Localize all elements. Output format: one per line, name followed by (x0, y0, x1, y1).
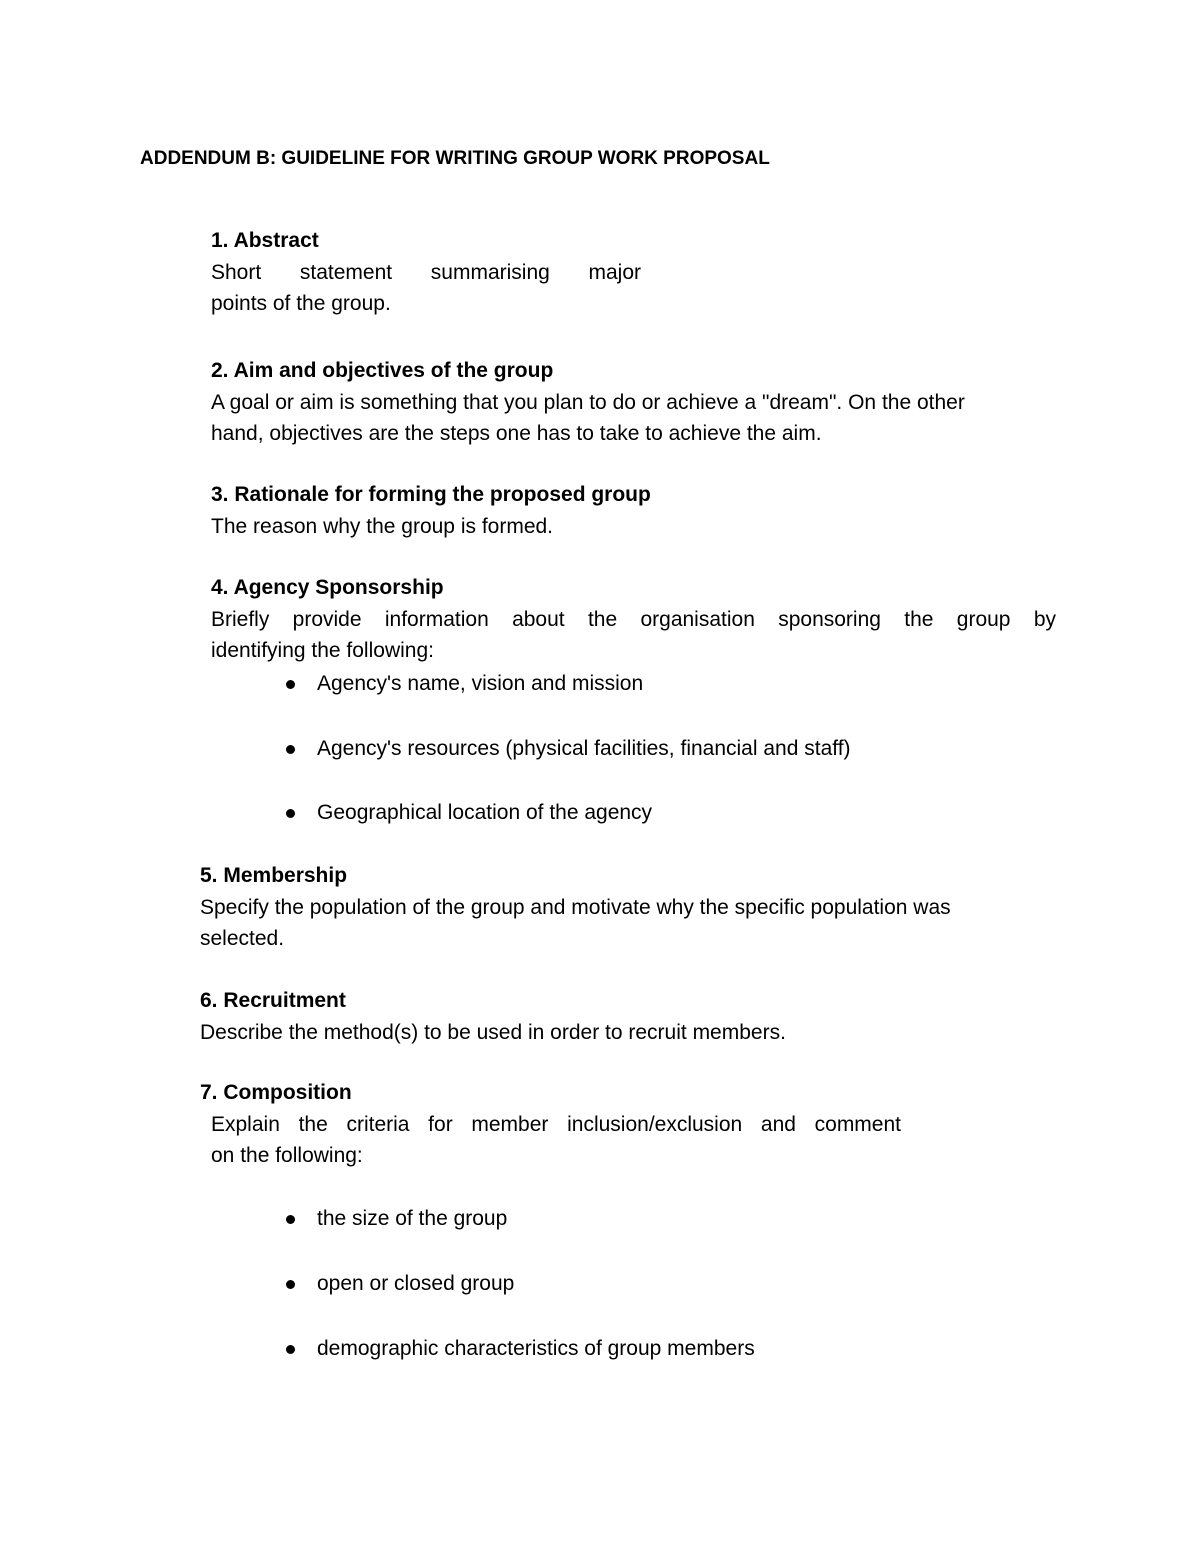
composition-bullet-list (317, 1203, 755, 1365)
list-item-text: demographic characteristics of group members (317, 1337, 755, 1360)
bullet-icon (286, 809, 295, 818)
list-item-text: open or closed group (317, 1272, 515, 1295)
section-membership (200, 860, 1070, 955)
bullet-icon (286, 1215, 295, 1224)
section-heading: 4. Agency Sponsorship (211, 576, 444, 599)
section-text: selected. (200, 927, 285, 950)
agency-bullet-list (317, 668, 851, 829)
section-text: on the following: (211, 1144, 363, 1167)
section-heading: 2. Aim and objectives of the group (211, 359, 554, 382)
section-text: hand, objectives are the steps one has to take to achieve the aim. (211, 422, 822, 445)
bullet-icon (286, 1345, 295, 1354)
section-text: The reason why the group is formed. (211, 514, 554, 538)
list-item-text: the size of the group (317, 1207, 508, 1230)
bullet-icon (286, 745, 295, 754)
list-item (317, 1333, 755, 1365)
list-item (317, 668, 851, 733)
section-text: Describe the method(s) to be used in order to recruit members. (200, 1020, 786, 1044)
list-item-text: Agency's resources (physical facilities, financial and staff) (317, 736, 851, 760)
section-heading: 6. Recruitment (200, 989, 346, 1012)
section-composition (200, 1077, 1070, 1172)
section-aims (211, 355, 1061, 450)
section-text: Explain the criteria for member inclusion/exclusion and comment (211, 1112, 901, 1136)
section-recruitment (200, 985, 1070, 1048)
section-heading: 5. Membership (200, 864, 348, 887)
section-text: Specify the population of the group and motivate why the specific population was (200, 895, 951, 919)
list-item (317, 1268, 755, 1333)
section-text: identifying the following: (211, 639, 434, 662)
bullet-icon (286, 680, 295, 689)
list-item-text: Agency's name, vision and mission (317, 672, 644, 695)
section-heading: 7. Composition (200, 1081, 352, 1104)
document-title: ADDENDUM B: GUIDELINE FOR WRITING GROUP WORK PROPOSAL (140, 148, 770, 169)
section-heading: 1. Abstract (211, 229, 319, 252)
section-text: Short statement summarising major (211, 260, 641, 284)
section-abstract (211, 225, 641, 320)
section-agency (211, 572, 1056, 667)
list-item-text: Geographical location of the agency (317, 801, 653, 824)
section-heading: 3. Rationale for forming the proposed group (211, 483, 651, 506)
section-text: Briefly provide information about the organisation sponsoring the group by (211, 607, 1056, 631)
section-rationale (211, 479, 1061, 542)
list-item (317, 797, 851, 829)
section-text: points of the group. (211, 292, 391, 315)
section-text: A goal or aim is something that you plan to do or achieve a "dream". On the other (211, 390, 965, 414)
list-item (317, 733, 851, 798)
list-item (317, 1203, 755, 1268)
bullet-icon (286, 1280, 295, 1289)
